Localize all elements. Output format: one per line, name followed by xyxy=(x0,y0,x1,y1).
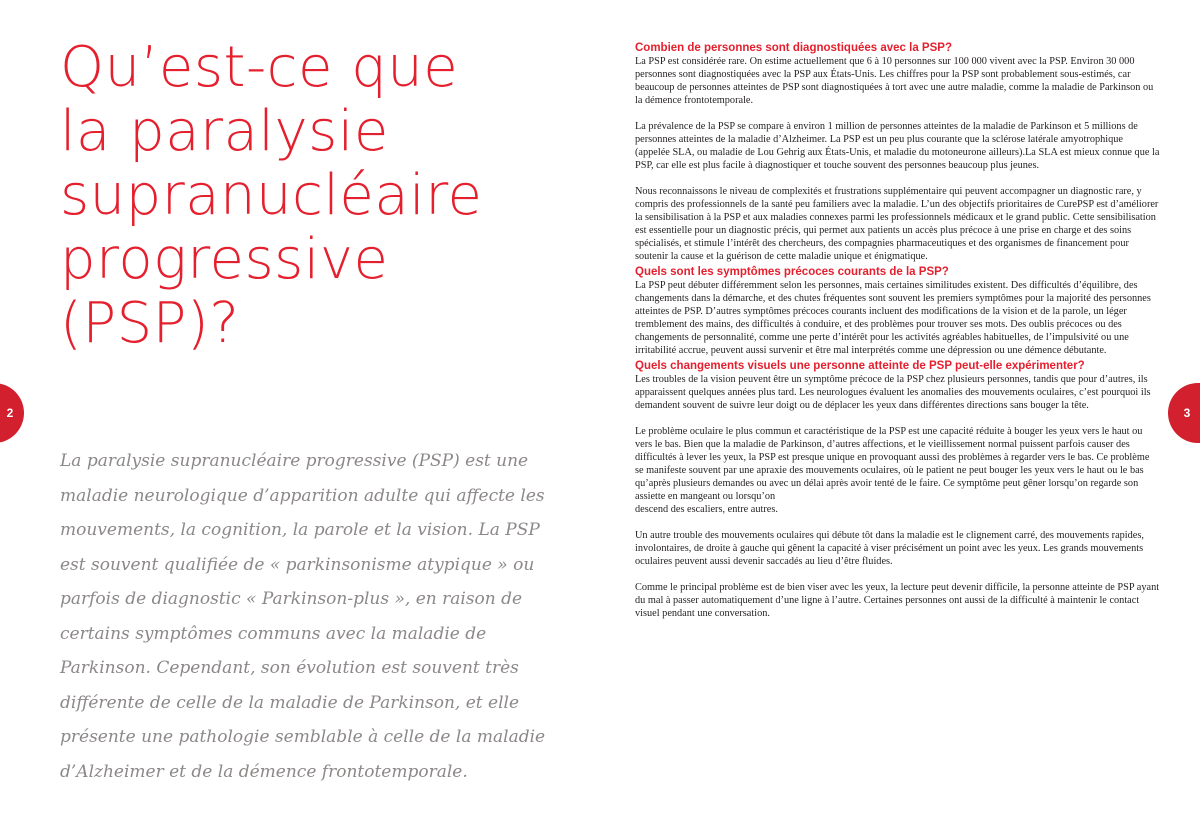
page-number-tab-right: 3 xyxy=(1168,383,1200,443)
section-paragraph: La prévalence de la PSP se compare à environ 1 million de personnes atteintes de la maladie de Parkinson et 5 millions de personnes atteintes de la maladie d’Alzheimer. La PSP est un peu plus courante que la sclérose latérale amyotrophique (appelée SLA, ou maladie de Lou Gehrig aux États-Unis, et maladie du motoneurone ailleurs).La SLA est mieux connue que la PSP, car elle est plus facile à diagnostiquer et touche souvent des personnes beaucoup plus jeunes. xyxy=(635,121,1160,171)
page-title: Qu’est-ce que la paralysie supranucléaire progressive (PSP)? xyxy=(60,35,483,356)
right-page xyxy=(600,0,1200,830)
section-paragraph: La PSP peut débuter différemment selon les personnes, mais certaines similitudes existent. Des difficultés d’équilibre, des changements dans la démarche, et des chutes fréquentes sont souvent les premiers symptômes pour la majorité des personnes atteintes de PSP. D’autres symptômes précoces courants incluent des modifications de la vision et de la parole, un léger tremblement des mains, des difficultés à conduire, et des problèmes pour trouver ses mots. Des oublis précoces ou des changements de personnalité, comme une perte d’intérêt pour les activités agréables habituelles, de l’impulsivité ou une irritabilité accrue, peuvent aussi survenir et être mal interprétés comme une dépression ou une démence débutante. xyxy=(635,280,1151,356)
section-paragraph: Le problème oculaire le plus commun et caractéristique de la PSP est une capacité réduite à bouger les yeux vers le haut ou vers le bas. Bien que la maladie de Parkinson, d’autres affections, et le vieillissement normal puissent parfois causer des difficultés à lever les yeux, la PSP est presque unique en provoquant aussi des problèmes à regarder vers le bas. Ce problème se manifeste souvent par une apraxie des mouvements oculaires, où le patient ne peut bouger les yeux vers le haut ou le bas qu’après plusieurs demandes ou avec un délai après avoir tenté de le faire. Ce symptôme peut gêner lorsqu’on regarde son assiette en mangeant ou lorsqu’on descend des escaliers, entre autres. xyxy=(635,426,1150,515)
section-paragraph: Nous reconnaissons le niveau de complexités et frustrations supplémentaire qui peuvent accompagner un diagnostic rare, y compris des professionnels de la santé peu familiers avec la maladie. L’un des objectifs prioritaires de CurePSP est d’améliorer la sensibilisation à la PSP et aux maladies connexes parmi les professionnels médicaux et le grand public. Cette sensibilisation est essentielle pour un diagnostic précis, qui permet aux patients un accès plus précoce à une prise en charge et des soins spécialisés, et stimule l’intérêt des chercheurs, des compagnies pharmaceutiques et des organismes de financement pour soutenir la cause et la guérison de cette maladie unique et énigmatique. xyxy=(635,186,1159,262)
section-heading: Combien de personnes sont diagnostiquées avec la PSP? xyxy=(635,42,952,54)
section-heading: Quels changements visuels une personne atteinte de PSP peut-elle expérimenter? xyxy=(635,360,1085,372)
section-paragraph: La PSP est considérée rare. On estime actuellement que 6 à 10 personnes sur 100 000 vivent avec la PSP. Environ 30 000 personnes sont diagnostiquées avec la PSP aux États-Unis. Les chiffres pour la PSP sont probablement sous-estimés, car beaucoup de personnes atteintes de PSP sont diagnostiquées à tort avec une autre maladie, comme la maladie de Parkinson ou la démence frontotemporale. xyxy=(635,56,1154,106)
section-visual-changes xyxy=(635,360,1160,620)
section-heading: Quels sont les symptômes précoces courants de la PSP? xyxy=(635,266,949,278)
section-paragraph: Les troubles de la vision peuvent être un symptôme précoce de la PSP chez plusieurs personnes, tandis que pour d’autres, ils apparaissent quelques années plus tard. Les neurologues évaluent les anomalies des mouvements oculaires, c’est pourquoi ils demandent souvent de suivre leur doigt ou de déplacer les yeux dans différentes directions sans bouger la tête. xyxy=(635,374,1151,411)
section-paragraph: Comme le principal problème est de bien viser avec les yeux, la lecture peut devenir difficile, la personne atteinte de PSP ayant du mal à passer automatiquement d’une ligne à l’autre. Certaines personnes ont aussi de la difficulté à maintenir le contact visuel pendant une conversation. xyxy=(635,582,1160,619)
section-paragraph: Un autre trouble des mouvements oculaires qui débute tôt dans la maladie est le clignement carré, des mouvements rapides, involontaires, de droite à gauche qui gênent la capacité à viser précisément un point avec les yeux. Les grands mouvements oculaires peuvent aussi devenir saccadés au lieu d’être fluides. xyxy=(635,530,1144,567)
section-how-many-diagnosed xyxy=(635,42,1160,263)
page-number-tab-left: 2 xyxy=(0,383,24,443)
intro-paragraph: La paralysie supranucléaire progressive (PSP) est une maladie neurologique d’apparition adulte qui affecte les mouvements, la cognition, la parole et la vision. La PSP est souvent qualifiée de « parkinsonisme atypique » ou parfois de diagnostic « Parkinson-plus », en raison de certains symptômes communs avec la maladie de Parkinson. Cependant, son évolution est souvent très différente de celle de la maladie de Parkinson, et elle présente une pathologie semblable à celle de la maladie d’Alzheimer et de la démence frontotemporale. xyxy=(60,451,546,782)
body-column xyxy=(635,42,1160,630)
section-early-symptoms xyxy=(635,266,1160,357)
